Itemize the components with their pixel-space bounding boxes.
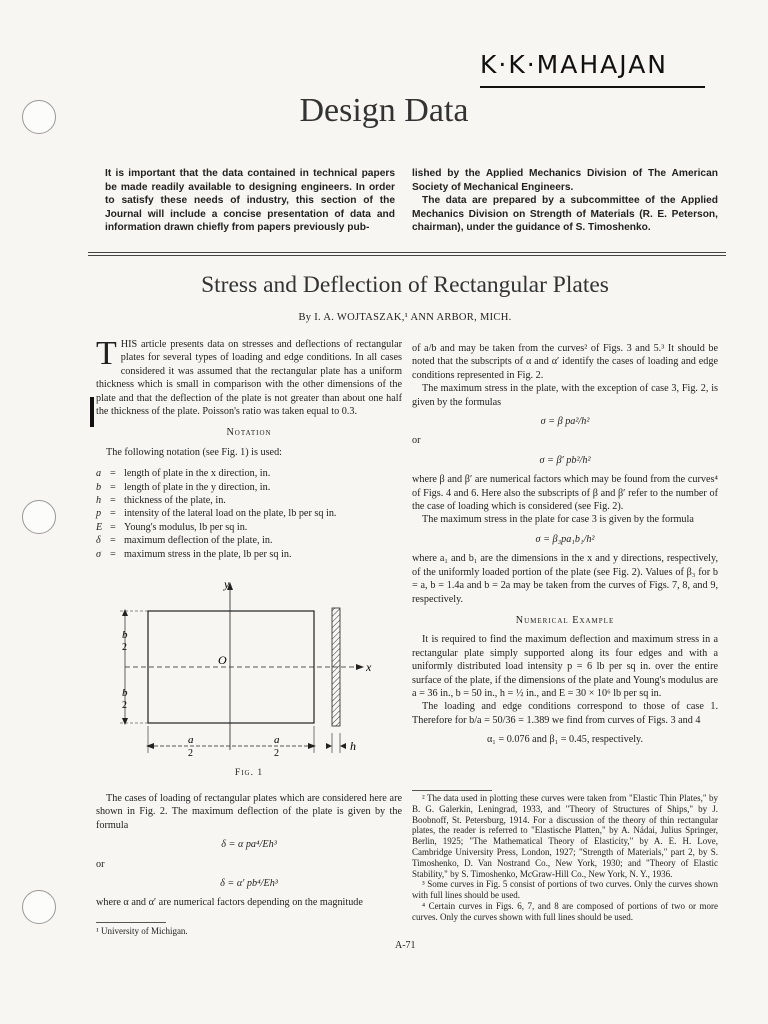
notation-symbol: a (96, 468, 102, 480)
equals-sign: = (110, 508, 116, 520)
notation-row (96, 467, 402, 480)
section-title: Design Data (299, 92, 469, 129)
notation-definition: Young's modulus, lb per sq in. (124, 521, 248, 533)
b-half-label-bottom: b (122, 687, 128, 699)
a-half-denominator-left: 2 (188, 748, 193, 759)
plate-side-view (332, 608, 340, 726)
binder-hole (22, 500, 56, 534)
binder-hole (22, 890, 56, 924)
divider (88, 252, 726, 253)
equals-sign: = (110, 548, 116, 560)
a-half-label-right: a (274, 734, 280, 746)
b-half-label-top: b (122, 629, 128, 641)
divider (88, 255, 726, 256)
stress-formula-3: σ = β₃pa₁b₁/h² (535, 533, 595, 545)
notation-row (96, 494, 402, 507)
footnote-1 (96, 922, 402, 937)
right-paragraph-4: The maximum stress in the plate for case 3 is given by the formula (422, 514, 694, 526)
margin-mark (90, 397, 94, 427)
intro-right-text-1: lished by the Applied Mechanics Division of The American Society of Mechanical Engineers. (412, 168, 718, 193)
numerical-example-heading: Numerical Example (515, 614, 615, 626)
notation-row (96, 507, 402, 520)
notation-heading: Notation (226, 427, 272, 439)
footnotes (412, 790, 718, 923)
equals-sign: = (110, 495, 116, 507)
x-axis-arrow (356, 664, 364, 670)
notation-list (96, 467, 402, 561)
or-text: or (96, 858, 105, 870)
footnote-3: ³ Some curves in Fig. 5 consist of portions of two curves. Only the curves shown with full lines should be used. (412, 879, 718, 901)
article-title: Stress and Deflection of Rectangular Plates (201, 272, 609, 298)
notation-definition: thickness of the plate, in. (124, 495, 226, 507)
deflection-formula-2: δ = α′ pb⁴/Eh³ (220, 878, 278, 890)
footnote-1-text: ¹ University of Michigan. (96, 926, 188, 936)
or-text: or (412, 435, 421, 447)
figure-caption: Fig. 1 (234, 768, 264, 778)
stress-formula-1: σ = β pa²/h² (540, 416, 590, 428)
equals-sign: = (110, 535, 116, 547)
right-paragraph-2: The maximum stress in the plate, with the exception of case 3, Fig. 2, is given by the formulas (412, 383, 718, 408)
handwritten-name: K·K·MAHAJAN (480, 50, 705, 88)
result-formula: α₁ = 0.076 and β₁ = 0.45, respectively. (486, 734, 644, 746)
right-paragraph-3: where β and β′ are numerical factors which may be found from the curves⁴ of Figs. 4 and 6. Here also the subscripts of β and β′ refer to the number of the case of loading which is considered (see Fig. 2). (412, 474, 718, 513)
notation-symbol: p (96, 508, 102, 520)
equals-sign: = (110, 521, 116, 533)
b-half-denominator-bottom: 2 (122, 700, 127, 711)
notation-intro: The following notation (see Fig. 1) is used: (106, 446, 282, 458)
intro-right-text-2: The data are prepared by a subcommittee of the Applied Mechanics Division on Strength of Materials (R. E. Peterson, chairman), under the guidance of S. Timoshenko. (412, 195, 718, 234)
footnote-2: ² The data used in plotting these curves were taken from "Elastic Thin Plates," by B. G. Galerkin, Leningrad, 1933, and "Theory of Structures of Ships," by J. Boobnoff, St. Petersburg, 1914. For a discussion of the theory of thin rectangular plates, the reader is referred to "Elastische Platten," by A. Nádai, Julius Springer, Berlin, 1925; "The Mathematical Theory of Elasticity," by A. E. H. Love, Cambridge University Press, London, 1927; "Strength of Materials," part 2, by S. Timoshenko, D. Van Nostrand Co., New York, 1930; and "Theory of Elastic Stability," by S. Timoshenko, McGraw-Hill Co., New York, N. Y., 1936. (412, 793, 718, 879)
deflection-formula-1: δ = α pa⁴/Eh³ (221, 839, 277, 851)
cases-paragraph: The cases of loading of rectangular plates which are considered here are shown in Fig. 2. The maximum deflection of the plate is given by the formula (96, 793, 402, 831)
left-column (96, 335, 402, 561)
notation-definition: length of plate in the y direction, in. (124, 481, 271, 493)
notation-symbol: b (96, 481, 102, 493)
footnote-4: ⁴ Certain curves in Figs. 6, 7, and 8 are composed of portions of two or more curves. Only the curves shown with full lines should be used. (412, 900, 718, 922)
right-paragraph-5: where a₁ and b₁ are the dimensions in the x and y directions, respectively, of the uniformly loaded portion of the plate (see Fig. 2). Values of β₃ for b = a, b = 1.4a and b = 2a may be taken from the curves of Figs. 7, 8, and 9, respectively. (412, 553, 718, 605)
b-half-denominator-top: 2 (122, 642, 127, 653)
origin-label: O (218, 653, 227, 667)
notation-symbol: E (96, 521, 103, 533)
thickness-label: h (350, 739, 356, 753)
page-number: A-71 (395, 940, 416, 951)
stress-formula-2: σ = β′ pb²/h² (539, 454, 591, 466)
footnote-rule (96, 922, 166, 923)
right-paragraph-6: It is required to find the maximum deflection and maximum stress in a rectangular plate simply supported along its four edges and with a uniformly distributed load intensity p = 6 lb per sq in. over the entire surface of the plate, if the dimensions of the plate and Young's modulus are a = 36 in., b = 50 in., h = ½ in., and E = 30 × 10⁶ lb per sq in. (412, 634, 718, 699)
notation-definition: length of plate in the x direction, in. (124, 468, 271, 480)
where-paragraph: where α and α′ are numerical factors depending on the magnitude (96, 897, 363, 909)
right-paragraph-1: of a/b and may be taken from the curves² of Figs. 3 and 5.³ It should be noted that the subscripts of α and α′ identify the cases of loading and edge conditions represented in Fig. 2. (412, 343, 718, 381)
intro-paragraph-text: HIS article presents data on stresses and deflections of rectangular plates for several types of loading and edge conditions. In all cases considered it was assumed that the rectangular plate has a uniform thickness which is small in comparison with the other dimensions of the plate and that the deflection of the plate is not greater than about one half the thickness of the plate. Poisson's ratio was taken equal to 0.3. (96, 339, 402, 418)
notation-row (96, 534, 402, 547)
left-column-lower (96, 792, 402, 910)
notation-definition: maximum stress in the plate, lb per sq in. (124, 548, 292, 560)
drop-cap: T (96, 335, 117, 372)
figure-1 (110, 578, 380, 763)
equals-sign: = (110, 468, 116, 480)
intro-left-text: It is important that the data contained in technical papers be made readily available to designing engineers. In order to satisfy these needs of industry, this section of the Journal will include a concise presentation of data and information drawn chiefly from papers previously pub- (105, 168, 395, 234)
notation-symbol: σ (96, 548, 102, 560)
notation-row (96, 481, 402, 494)
right-column (412, 342, 718, 753)
a-half-denominator-right: 2 (274, 748, 279, 759)
equals-sign: = (110, 481, 116, 493)
footnote-rule (412, 790, 492, 791)
x-axis-label: x (366, 660, 372, 674)
intro-left (105, 167, 395, 235)
y-axis-label: y (224, 578, 230, 591)
notation-row (96, 548, 402, 561)
notation-symbol: δ (96, 535, 101, 547)
a-half-label-left: a (188, 734, 194, 746)
intro-paragraph (96, 335, 402, 418)
notation-definition: maximum deflection of the plate, in. (124, 535, 273, 547)
notation-symbol: h (96, 495, 102, 507)
byline: By I. A. WOJTASZAK,¹ ANN ARBOR, MICH. (298, 312, 512, 323)
intro-right (412, 167, 718, 235)
right-paragraph-7: The loading and edge conditions correspond to those of case 1. Therefore for b/a = 50/36 = 1.389 we find from curves of Figs. 3 and 4 (412, 701, 718, 726)
notation-row (96, 521, 402, 534)
notation-definition: intensity of the lateral load on the plate, lb per sq in. (124, 508, 337, 520)
plate-diagram (110, 578, 380, 763)
